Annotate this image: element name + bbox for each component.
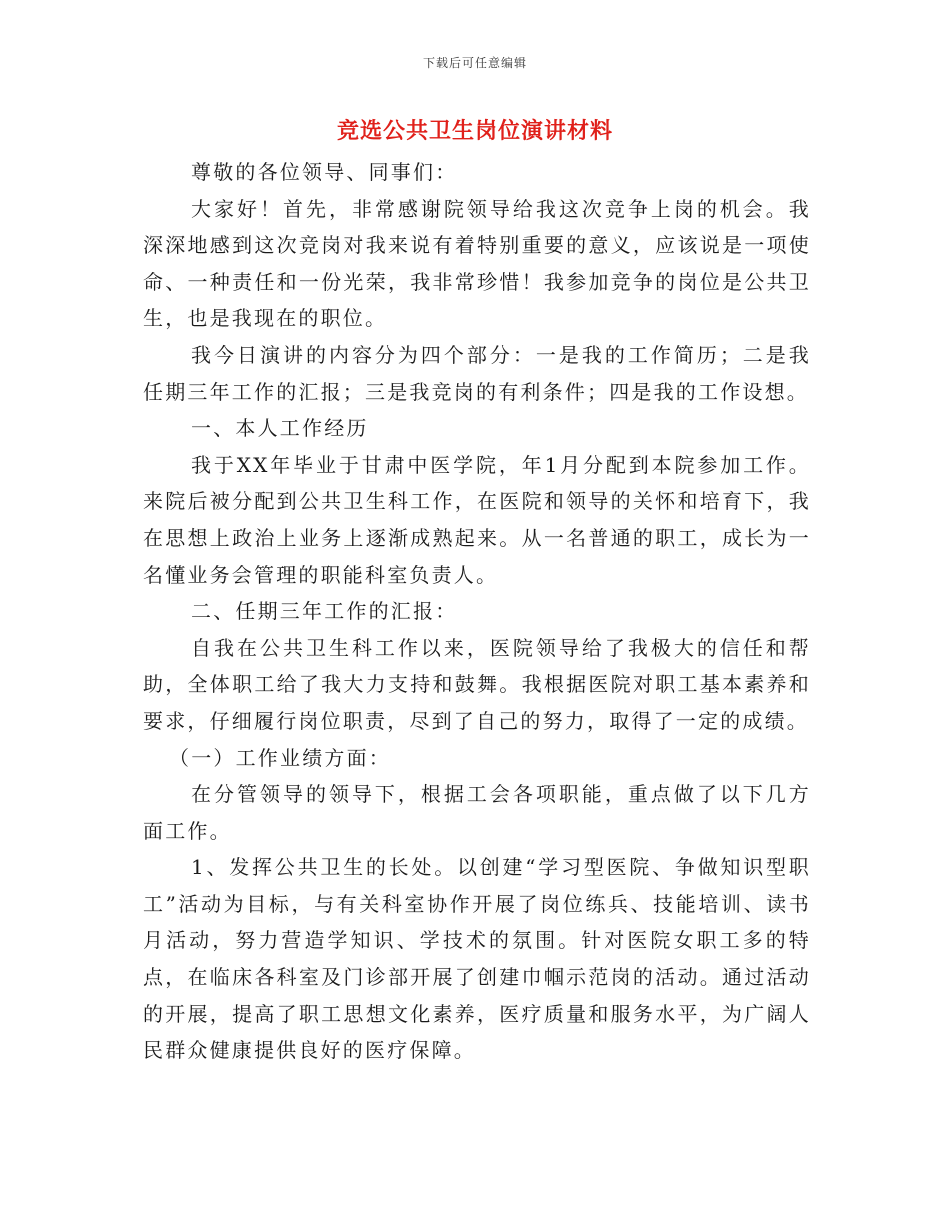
performance-intro-paragraph: 在分管领导的领导下，根据工会各项职能，重点做了以下几方面工作。 — [143, 782, 811, 843]
salutation: 尊敬的各位领导、同事们： — [191, 160, 458, 184]
work-history-paragraph: 我于XX年毕业于甘肃中医学院，年1月分配到本院参加工作。来院后被分配到公共卫生科工作，在医院和领导的关怀和培育下，我在思想上政治上业务上逐渐成熟起来。从一名普通的职工，成长为一名懂业务会管理的职能科室负责人。 — [143, 452, 811, 587]
report-paragraph: 自我在公共卫生科工作以来，医院领导给了我极大的信任和帮助，全体职工给了我大力支持和鼓舞。我根据医院对职工基本素养和要求，仔细履行岗位职责，尽到了自己的努力，取得了一定的成绩。 — [143, 635, 811, 733]
download-edit-note: 下载后可任意编辑 — [422, 56, 527, 70]
document-body — [143, 154, 811, 1069]
opening-paragraph: 大家好！首先，非常感谢院领导给我这次竞争上岗的机会。我深深地感到这次竞岗对我来说有着特别重要的意义，应该说是一项使命、一种责任和一份光荣，我非常珍惜！我参加竞争的岗位是公共卫生，也是我现在的职位。 — [143, 196, 811, 331]
section-heading-work-history: 一、本人工作经历 — [191, 416, 369, 441]
outline-paragraph: 我今日演讲的内容分为四个部分：一是我的工作简历；二是我任期三年工作的汇报；三是我竞岗的有利条件；四是我的工作设想。 — [143, 342, 811, 404]
document-title: 竞选公共卫生岗位演讲材料 — [336, 118, 613, 144]
item-1-paragraph: 1、发挥公共卫生的长处。以创建“学习型医院、争做知识型职工”活动为目标，与有关科室协作开展了岗位练兵、技能培训、读书月活动，努力营造学知识、学技术的氛围。针对医院女职工多的特点，在临床各科室及门诊部开展了创建巾帼示范岗的活动。通过活动的开展，提高了职工思想文化素养，医疗质量和服务水平，为广阔人民群众健康提供良好的医疗保障。 — [143, 855, 811, 1063]
subsection-heading-performance: （一）工作业绩方面： — [169, 745, 391, 770]
section-heading-three-year-report: 二、任期三年工作的汇报： — [191, 599, 458, 624]
